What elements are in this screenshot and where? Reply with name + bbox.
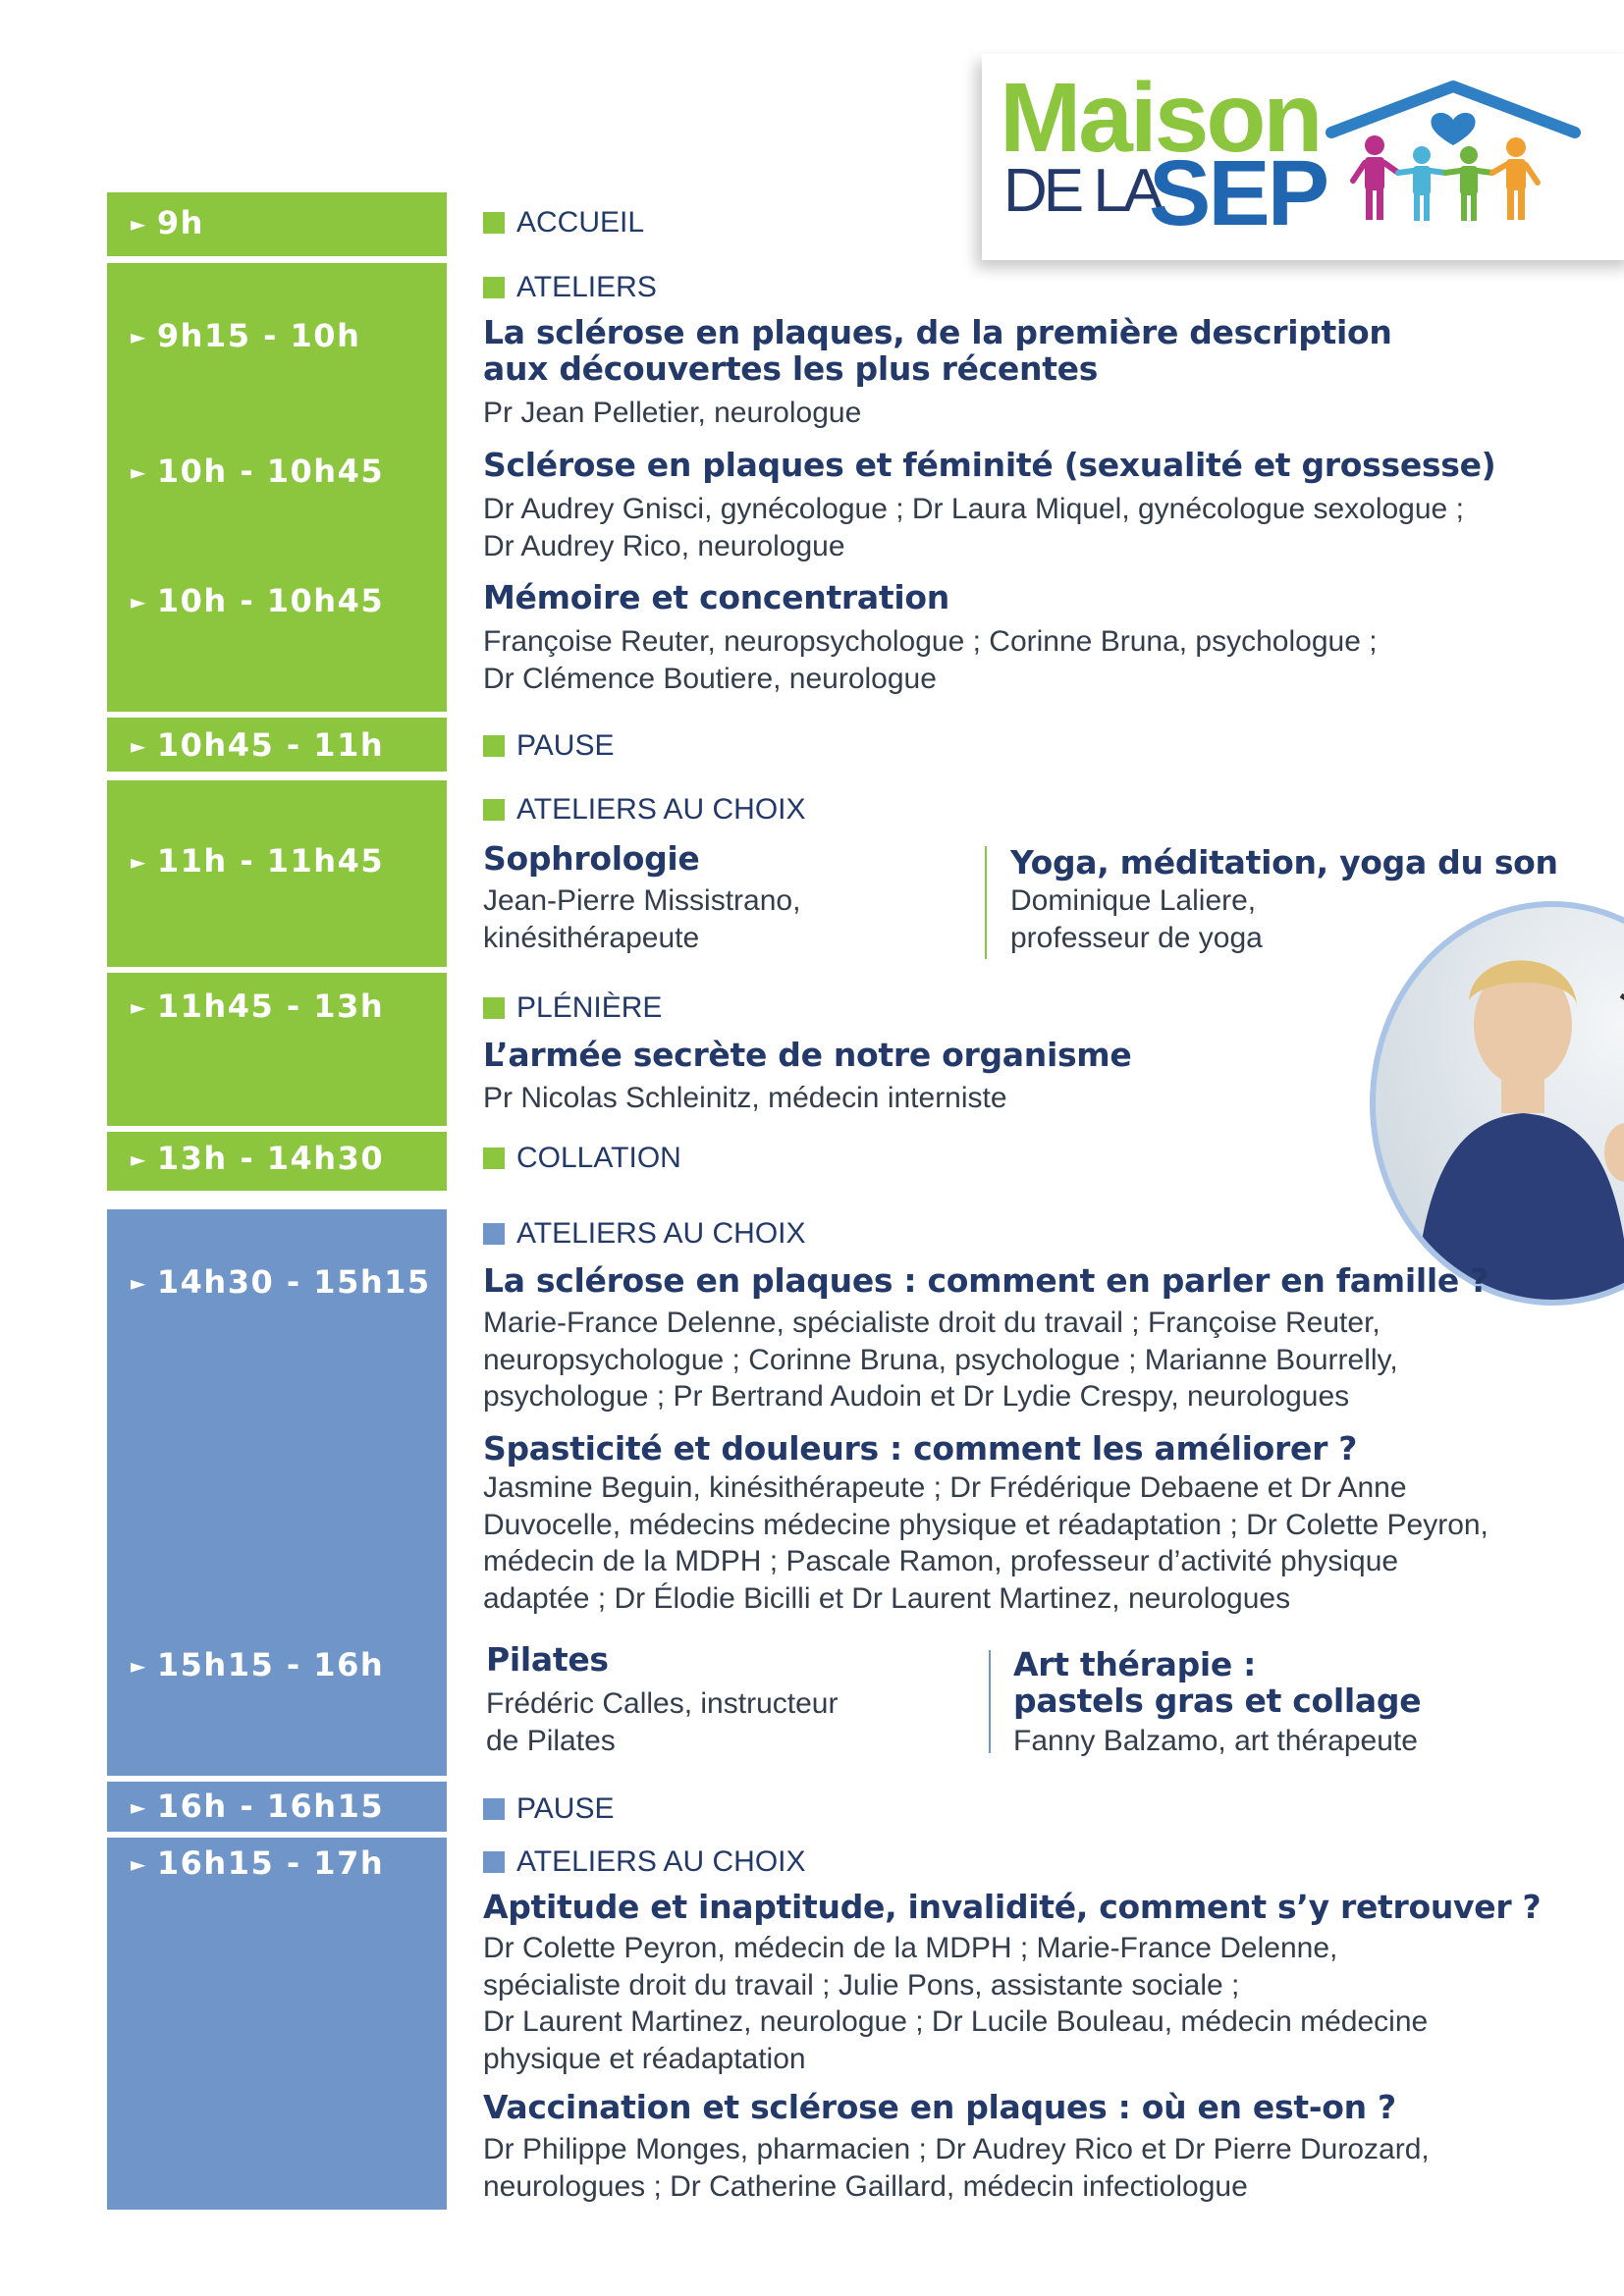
triangle-arrow-icon: ►	[131, 1795, 147, 1819]
square-bullet-icon	[483, 1798, 505, 1820]
time-label: 14h30 - 15h15	[156, 1263, 431, 1301]
session-speakers: Frédéric Calles, instructeur de Pilates	[486, 1687, 839, 1757]
session-title: Pilates	[486, 1640, 609, 1679]
section-pleniere: PLÉNIÈRE	[483, 991, 662, 1025]
time-label: 11h45 - 13h	[156, 988, 385, 1025]
triangle-arrow-icon: ►	[131, 590, 147, 614]
square-bullet-icon	[483, 1148, 505, 1169]
session-title: Sclérose en plaques et féminité (sexualité et grossesse)	[483, 446, 1496, 484]
session-title: Art thérapie : pastels gras et collage	[1013, 1645, 1422, 1720]
triangle-arrow-icon: ►	[131, 995, 147, 1019]
session-title: Sophrologie	[483, 839, 700, 878]
time-label: 16h15 - 17h	[156, 1844, 385, 1882]
column-divider	[989, 1650, 991, 1753]
square-bullet-icon	[483, 212, 505, 234]
triangle-arrow-icon: ►	[131, 850, 147, 874]
section-ateliers-au-choix: ATELIERS AU CHOIX	[483, 1217, 806, 1251]
time-slot-pause-afternoon	[107, 1782, 447, 1832]
triangle-arrow-icon: ►	[131, 734, 147, 758]
session-speakers: Pr Jean Pelletier, neurologue	[483, 397, 862, 429]
time-slot-afternoon-workshops	[107, 1209, 447, 1776]
session-speakers: Jasmine Beguin, kinésithérapeute ; Dr Frédérique Debaene et Dr Anne Duvocelle, médecins médecine physique et réadaptation ; Dr Colette Peyron, médecin de la MDPH ; Pascale Ramon, professeur d’activité physique adaptée ; Dr Élodie Bicilli et Dr Laurent Martinez, neurologues	[483, 1471, 1489, 1615]
square-bullet-icon	[483, 799, 505, 821]
session-title: Aptitude et inaptitude, invalidité, comment s’y retrouver ?	[483, 1888, 1542, 1926]
session-speakers: Pr Nicolas Schleinitz, médecin interniste	[483, 1082, 1007, 1114]
session-speakers: Fanny Balzamo, art thérapeute	[1013, 1725, 1418, 1757]
triangle-arrow-icon: ►	[131, 1271, 147, 1295]
time-label: 11h - 11h45	[156, 842, 385, 880]
time-slot-11h	[107, 780, 447, 967]
time-label: 13h - 14h30	[156, 1140, 385, 1177]
speaker-photo	[1370, 901, 1624, 1306]
triangle-arrow-icon: ►	[131, 460, 147, 484]
session-title: La sclérose en plaques, de la première description aux découvertes les plus récentes	[483, 313, 1392, 388]
house-family-icon	[1326, 79, 1581, 236]
time-slot-9h	[107, 192, 447, 256]
session-speakers: Dr Philippe Monges, pharmacien ; Dr Audrey Rico et Dr Pierre Durozard, neurologues ; Dr Catherine Gaillard, médecin infectiologue	[483, 2133, 1430, 2203]
triangle-arrow-icon: ►	[131, 325, 147, 348]
time-slot-morning-workshops	[107, 263, 447, 712]
triangle-arrow-icon: ►	[131, 1654, 147, 1678]
time-label: 16h - 16h15	[156, 1788, 385, 1825]
logo-maison-text: Maison	[1000, 63, 1321, 173]
time-slot-pleniere	[107, 973, 447, 1126]
column-divider	[985, 846, 987, 959]
section-pause: PAUSE	[483, 1792, 614, 1826]
session-title: Vaccination et sclérose en plaques : où en est-on ?	[483, 2088, 1396, 2126]
section-accueil: ACCUEIL	[483, 206, 644, 240]
logo-dela-text: DE LA	[1003, 157, 1161, 225]
section-collation: COLLATION	[483, 1142, 681, 1175]
square-bullet-icon	[483, 1223, 505, 1245]
time-label: 15h15 - 16h	[156, 1646, 385, 1683]
triangle-arrow-icon: ►	[131, 1852, 147, 1876]
session-title: L’armée secrète de notre organisme	[483, 1036, 1132, 1074]
square-bullet-icon	[483, 997, 505, 1019]
triangle-arrow-icon: ►	[131, 212, 147, 236]
session-title: Mémoire et concentration	[483, 578, 949, 616]
logo-sep-text: SEP	[1149, 141, 1327, 245]
time-label: 10h - 10h45	[156, 582, 385, 619]
session-title: Spasticité et douleurs : comment les améliorer ?	[483, 1429, 1358, 1468]
time-label: 10h - 10h45	[156, 453, 385, 490]
square-bullet-icon	[483, 1851, 505, 1873]
session-speakers: Dr Audrey Gnisci, gynécologue ; Dr Laura Miquel, gynécologue sexologue ; Dr Audrey Rico, neurologue	[483, 493, 1464, 562]
time-slot-collation	[107, 1132, 447, 1191]
section-ateliers-au-choix: ATELIERS AU CHOIX	[483, 793, 806, 827]
time-slot-pause-morning	[107, 718, 447, 772]
session-title: La sclérose en plaques : comment en parler en famille ?	[483, 1261, 1489, 1300]
time-label: 9h15 - 10h	[156, 317, 361, 354]
time-slot-16h15	[107, 1838, 447, 2210]
section-pause: PAUSE	[483, 729, 614, 763]
square-bullet-icon	[483, 735, 505, 757]
triangle-arrow-icon: ►	[131, 1148, 147, 1171]
time-label: 10h45 - 11h	[156, 726, 385, 764]
square-bullet-icon	[483, 277, 505, 298]
session-speakers: Dominique Laliere, professeur de yoga	[1010, 884, 1263, 954]
session-speakers: Marie-France Delenne, spécialiste droit du travail ; Françoise Reuter, neuropsychologue ; Corinne Bruna, psychologue ; Marianne Bourrelly, psychologue ; Pr Bertrand Audoin et Dr Lydie Crespy, neurologues	[483, 1307, 1398, 1413]
time-label: 9h	[156, 204, 204, 241]
section-ateliers: ATELIERS	[483, 271, 657, 304]
session-title: Yoga, méditation, yoga du son	[1010, 843, 1558, 881]
session-speakers: Jean-Pierre Missistrano, kinésithérapeute	[483, 884, 801, 954]
session-speakers: Dr Colette Peyron, médecin de la MDPH ; Marie-France Delenne, spécialiste droit du travail ; Julie Pons, assistante sociale ; Dr Laurent Martinez, neurologue ; Dr Lucile Bouleau, médecin médecine physique et réadaptation	[483, 1932, 1429, 2075]
section-ateliers-au-choix: ATELIERS AU CHOIX	[483, 1845, 806, 1879]
session-speakers: Françoise Reuter, neuropsychologue ; Corinne Bruna, psychologue ; Dr Clémence Boutiere, neurologue	[483, 625, 1378, 695]
